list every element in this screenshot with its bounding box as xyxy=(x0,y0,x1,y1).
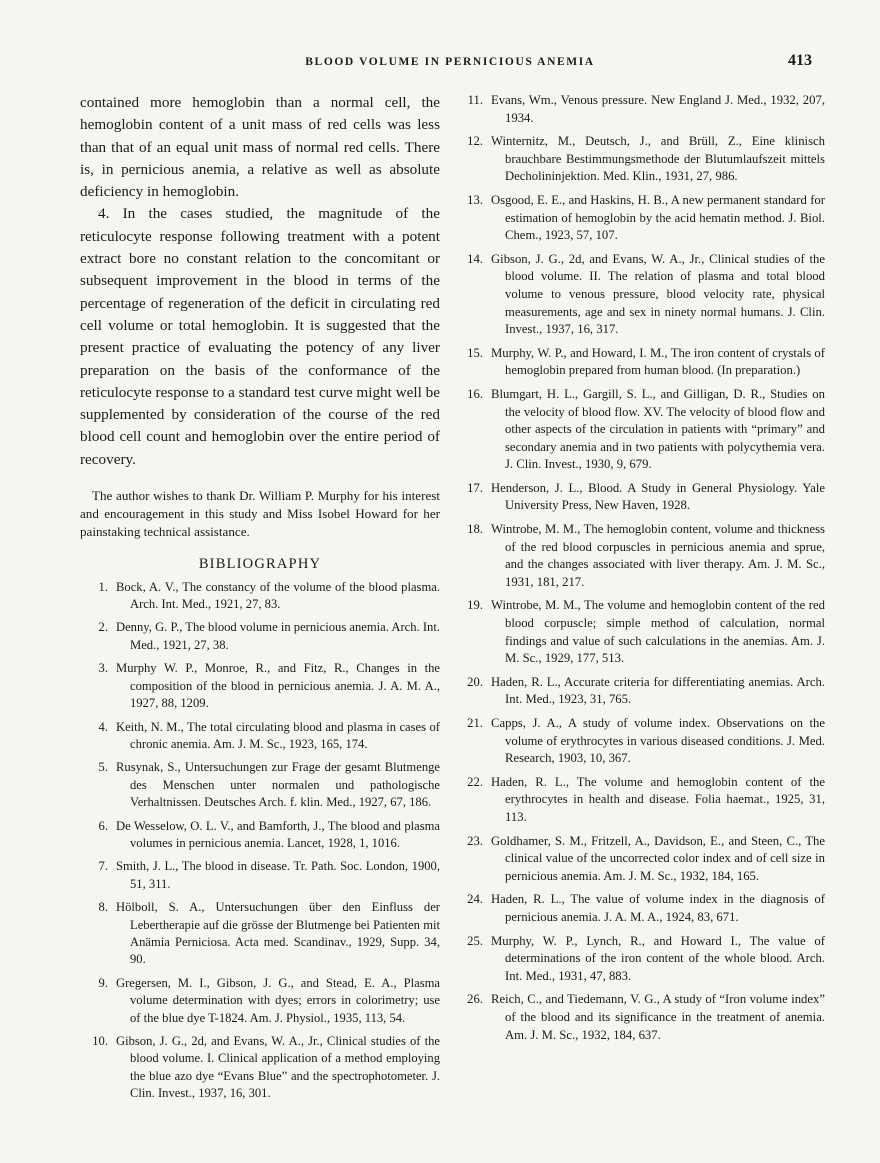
reference-text: Bock, A. V., The constancy of the volume of the blood plasma. Arch. Int. Med., 1921, 27, 83. xyxy=(116,579,440,612)
reference-number: 19 . xyxy=(455,597,483,615)
reference-item xyxy=(80,579,440,614)
reference-text: Reich, C., and Tiedemann, V. G., A study of “Iron volume index” of the blood and its significance in the treatment of anemia. Am. J. M. Sc., 1932, 184, 637. xyxy=(491,992,825,1042)
reference-text: Haden, R. L., The volume and hemoglobin content of the erythrocytes in health and disease. Folia haemat., 1925, 31, 113. xyxy=(491,774,825,824)
reference-text: Haden, R. L., Accurate criteria for differentiating anemias. Arch. Int. Med., 1923, 31, 765. xyxy=(491,674,825,707)
reference-number: 18 . xyxy=(455,521,483,539)
reference-text: Wintrobe, M. M., The hemoglobin content, volume and thickness of the red blood corpuscles in pernicious anemia and sprue, and the changes associated with liver therapy. Am. J. M. Sc., 1931, 181, 217. xyxy=(491,522,825,589)
reference-item xyxy=(455,674,825,709)
reference-text: Keith, N. M., The total circulating blood and plasma in cases of chronic anemia. Am. J. M. Sc., 1923, 165, 174. xyxy=(116,719,440,751)
reference-number: 12 . xyxy=(455,133,483,151)
reference-number: 6 . xyxy=(80,818,108,835)
reference-number: 9 . xyxy=(80,975,108,992)
reference-text: De Wesselow, O. L. V., and Bamforth, J., The blood and plasma volumes in pernicious anemia. Lancet, 1928, 1, 1016. xyxy=(116,818,440,850)
reference-text: Wintrobe, M. M., The volume and hemoglobin content of the red blood corpuscle; simple method of calculation, normal findings and value of such calculations in the anemias. Am. J. M. Sc., 1929, 177, 513. xyxy=(491,598,825,666)
reference-number: 5 . xyxy=(80,759,108,776)
reference-text: Hölboll, S. A., Untersuchungen über den Einfluss der Lebertherapie auf die grösse der Blutmenge bei Patienten mit Anämia Perniciosa. Acta med. Scandinav., 1929, Supp. 34, 90. xyxy=(116,900,440,967)
reference-item xyxy=(80,818,440,853)
reference-number: 24 . xyxy=(455,891,483,909)
reference-text: Rusynak, S., Untersuchungen zur Frage der gesamt Blutmenge des Menschen unter normalen und pathologische Verhaltnissen. Deutsches Arch. f. klin. Med., 1927, 67, 186. xyxy=(116,760,440,810)
reference-number: 3 . xyxy=(80,660,108,677)
reference-item xyxy=(455,833,825,886)
bibliography-heading: BIBLIOGRAPHY xyxy=(198,555,322,572)
reference-number: 8 . xyxy=(80,899,108,916)
reference-item xyxy=(455,774,825,827)
reference-text: Evans, Wm., Venous pressure. New England J. Med., 1932, 207, 1934. xyxy=(491,93,825,125)
reference-list-right xyxy=(455,92,825,1044)
reference-item xyxy=(80,759,440,811)
reference-text: Henderson, J. L., Blood. A Study in General Physiology. Yale University Press, New Haven, 1928. xyxy=(491,480,825,513)
reference-number: 4 . xyxy=(80,719,108,736)
reference-item xyxy=(80,899,440,969)
reference-item xyxy=(455,933,825,986)
reference-text: Winternitz, M., Deutsch, J., and Brüll, Z., Eine klinisch brauchbare Bestimmungsmethode der Blutumlaufszeit mittels Decholininjektion. Med. Klin., 1931, 27, 986. xyxy=(491,134,825,184)
reference-text: Gibson, J. G., 2d, and Evans, W. A., Jr., Clinical studies of the blood volume. II. The relation of plasma and total blood volume to venous pressure, blood velocity rate, physical measurements, age and sex in ninety normal humans. J. Clin. Invest., 1937, 16, 317. xyxy=(491,251,825,337)
reference-item xyxy=(455,133,825,186)
reference-number: 20 . xyxy=(455,674,483,692)
reference-number: 21 . xyxy=(455,715,483,733)
reference-text: Murphy, W. P., Lynch, R., and Howard I., The value of determinations of the iron content of the whole blood. Arch. Int. Med., 1931, 47, 883. xyxy=(491,933,825,983)
reference-number: 22 . xyxy=(455,774,483,792)
reference-number: 1 . xyxy=(80,579,108,596)
left-column xyxy=(80,92,440,1109)
reference-number: 26 . xyxy=(455,991,483,1009)
reference-number: 17 . xyxy=(455,480,483,498)
reference-number: 7 . xyxy=(80,858,108,875)
reference-item xyxy=(80,619,440,654)
reference-text: Smith, J. L., The blood in disease. Tr. Path. Soc. London, 1900, 51, 311. xyxy=(116,859,440,891)
reference-number: 10 . xyxy=(80,1033,108,1050)
reference-item xyxy=(455,891,825,926)
reference-item xyxy=(455,345,825,380)
reference-text: Gregersen, M. I., Gibson, J. G., and Stead, E. A., Plasma volume determination with dyes; errors in colorimetry; use of the blue dye T-1824. Am. J. Physiol., 1935, 113, 54. xyxy=(116,975,440,1025)
reference-text: Haden, R. L., The value of volume index in the diagnosis of pernicious anemia. J. A. M. A., 1924, 83, 671. xyxy=(491,892,825,924)
reference-item xyxy=(455,597,825,667)
right-column xyxy=(455,92,825,1050)
page-number: 413 xyxy=(788,52,812,69)
reference-text: Gibson, J. G., 2d, and Evans, W. A., Jr., Clinical studies of the blood volume. I. Clinical application of a method employing the blue azo dye “Evans Blue” and the spectrophotometer. J. Clin. Invest., 1937, 16, 301. xyxy=(116,1034,440,1101)
reference-item xyxy=(80,975,440,1027)
reference-item xyxy=(80,660,440,712)
reference-number: 14 . xyxy=(455,251,483,269)
reference-text: Goldhamer, S. M., Fritzell, A., Davidson, E., and Steen, C., The clinical value of the uncorrected color index and of cell size in pernicious anemia. Am. J. M. Sc., 1932, 184, 165. xyxy=(491,833,825,883)
reference-item xyxy=(455,192,825,245)
reference-text: Denny, G. P., The blood volume in pernicious anemia. Arch. Int. Med., 1921, 27, 38. xyxy=(116,620,440,652)
reference-number: 13 . xyxy=(455,192,483,210)
reference-number: 23 . xyxy=(455,833,483,851)
reference-item xyxy=(455,480,825,515)
reference-item xyxy=(80,858,440,893)
body-paragraph-1: contained more hemoglobin than a normal cell, the hemoglobin content of a unit mass of red cells was less than that of an equal unit mass of normal red cells. There is, in pernicious anemia, a relative as well as absolute deficiency in hemoglobin. xyxy=(80,94,440,201)
reference-item xyxy=(80,719,440,754)
running-title: BLOOD VOLUME IN PERNICIOUS ANEMIA xyxy=(305,56,595,68)
reference-item xyxy=(455,386,825,474)
reference-list-left xyxy=(80,579,440,1103)
reference-text: Murphy W. P., Monroe, R., and Fitz, R., Changes in the composition of the blood in pernicious anemia. J. A. M. A., 1927, 88, 1209. xyxy=(116,661,440,711)
reference-text: Osgood, E. E., and Haskins, H. B., A new permanent standard for estimation of hemoglobin by the acid hematin method. J. Biol. Chem., 1923, 57, 107. xyxy=(491,192,825,243)
reference-number: 2 . xyxy=(80,619,108,636)
reference-text: Murphy, W. P., and Howard, I. M., The iron content of crystals of hemoglobin prepared from human blood. (In preparation.) xyxy=(491,345,825,378)
reference-number: 25 . xyxy=(455,933,483,951)
reference-item xyxy=(455,521,825,591)
reference-text: Blumgart, H. L., Gargill, S. L., and Gilligan, D. R., Studies on the velocity of blood flow. XV. The velocity of blood flow and other aspects of the circulation in patients with “primary” and secondary anemia and in two patients with polycythemia vera. J. Clin. Invest., 1930, 9, 679. xyxy=(491,386,825,472)
body-paragraph-2: 4. In the cases studied, the magnitude of the reticulocyte response following treatment with a potent extract bore no constant relation to the concomitant or subsequent improvement in the blood in terms of the percentage of regeneration of the deficit in circulating red cell volume or total hemoglobin. It is suggested that the present practice of evaluating the potency of any liver preparation on the basis of the conformance of the reticulocyte response to a standard test curve might well be supplemented by consideration of the course of the red blood cell count and hemoglobin over the entire period of recovery. xyxy=(80,205,440,468)
reference-item xyxy=(455,251,825,339)
reference-number: 15 . xyxy=(455,345,483,363)
reference-item xyxy=(80,1033,440,1103)
reference-item xyxy=(455,715,825,768)
reference-text: Capps, J. A., A study of volume index. Observations on the volume of erythrocytes in various diseased conditions. J. Med. Research, 1903, 10, 367. xyxy=(491,716,825,766)
reference-number: 16 . xyxy=(455,386,483,404)
reference-item xyxy=(455,991,825,1044)
reference-number: 11 . xyxy=(455,92,483,110)
reference-item xyxy=(455,92,825,127)
acknowledgment: The author wishes to thank Dr. William P. Murphy for his interest and encouragement in this study and Miss Isobel Howard for her painstaking technical assistance. xyxy=(80,488,440,540)
